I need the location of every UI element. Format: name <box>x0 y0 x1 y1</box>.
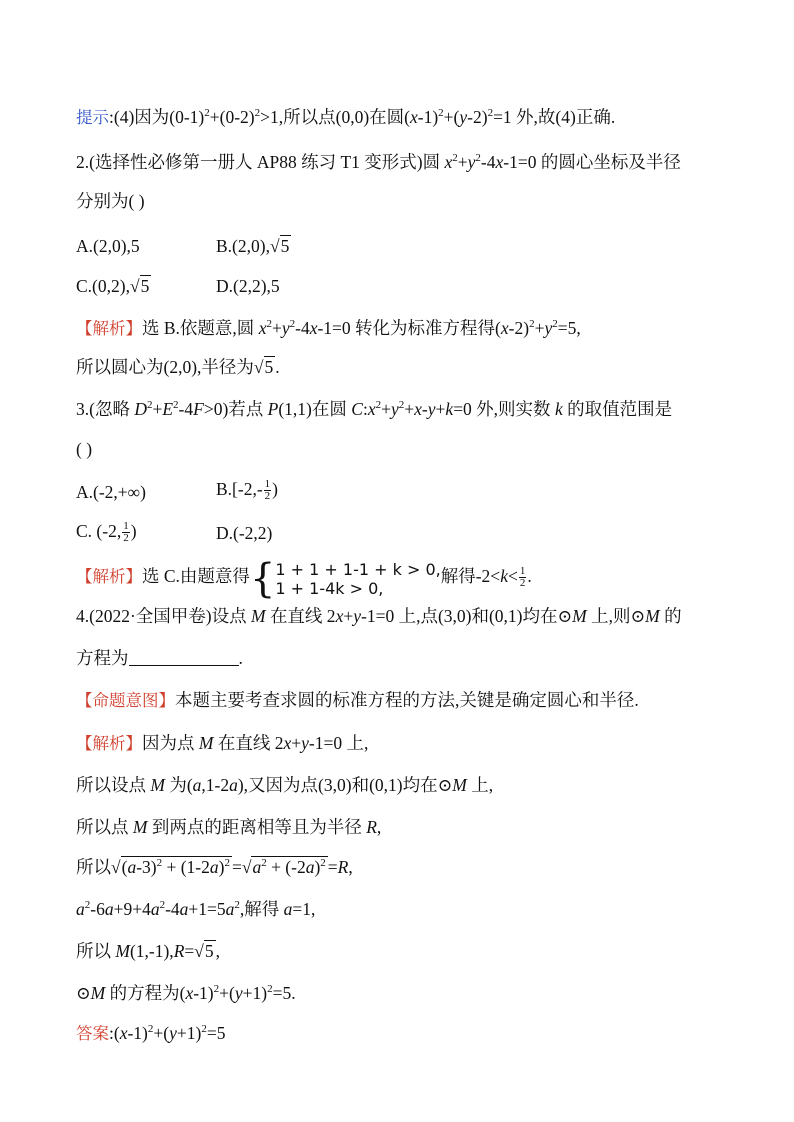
q2-option-a: A.(2,0),5 <box>76 236 140 256</box>
q2-stem-line2: 分别为( ) <box>76 191 145 211</box>
q2-analysis-line1: 【解析】选 B.依题意,圆 $x^2+y^2-4x-1=0$ 转化为标准方程得$(x-2)^2+y^2=5$, <box>76 318 581 338</box>
q4-analysis-label: 【解析】 <box>76 734 142 753</box>
q4-stem-line2: 方程为 . <box>76 648 243 668</box>
q4-analysis-line2: 所以设点 M 为(a,1-2a),又因为点(3,0)和(0,1)均在⊙M 上, <box>76 775 494 795</box>
q3-analysis-label: 【解析】 <box>76 567 142 586</box>
q3-stem-line2: ( ) <box>76 439 93 459</box>
q2-analysis-label: 【解析】 <box>76 319 142 338</box>
q3-equation-system <box>249 555 441 602</box>
q4-analysis-line5: $a^2-6a+9+4a^2-4a+1=5a^2$,解得 a=1, <box>76 899 316 919</box>
q4-analysis-line6: 所以 M(1,-1),R=√5 , <box>76 941 220 961</box>
q2-option-c: C.(0,2),√5 <box>76 276 150 296</box>
q4-analysis-line3: 所以点 M 到两点的距离相等且为半径 R, <box>76 817 382 837</box>
q3-analysis-prefix: 选 C.由题意得 <box>142 566 250 586</box>
q4-intent-label: 【命题意图】 <box>76 691 175 710</box>
q4-analysis-line4: 所以$√(a-3)^2 + (1-2a)^2 =√a^2 + (-2a)^2 =R$, <box>76 857 353 877</box>
q4-analysis-line1: 【解析】因为点 M 在直线 2x+y-1=0 上, <box>76 733 369 753</box>
q2-analysis-line2: 所以圆心为(2,0),半径为√5 . <box>76 357 280 377</box>
q2-option-d: D.(2,2),5 <box>216 276 280 296</box>
hint-line <box>76 106 615 129</box>
q2-option-b: B.(2,0),√5 <box>216 236 290 256</box>
q4-answer-label: 答案 <box>76 1024 109 1043</box>
q4-intent-text: 本题主要考查求圆的标准方程的方法,关键是确定圆心和半径. <box>175 690 639 710</box>
q3-option-b: B.[-2,- $\frac{1}{2}$ ) <box>216 478 278 503</box>
hint-label: 提示 <box>76 108 109 127</box>
q4-intent-line <box>76 689 639 712</box>
q2-stem-line1: 2.(选择性必修第一册人 AP88 练习 T1 变形式)圆 $x^2+y^2-4x-1=0$ 的圆心坐标及半径 <box>76 152 681 172</box>
q3-option-a: A.(-2,+∞) <box>76 482 146 502</box>
q3-system-row1: 1 + 1 + 1-1 + k > 0, <box>275 559 441 579</box>
q3-system-row2: 1 + 1-4k > 0, <box>275 578 384 598</box>
answer-blank <box>129 649 239 666</box>
q4-answer-text: $:(x-1)^2+(y+1)^2=5$ <box>109 1023 226 1043</box>
q4-analysis-line7: ⊙M 的方程为$(x-1)^2+(y+1)^2=5$. <box>76 983 296 1003</box>
q3-stem-line1: 3.(忽略 $D^2+E^2-4F>0$)若点 P(1,1)在圆 $C:x^2+y^2+x-y+k=0$ 外,则实数 k 的取值范围是 <box>76 399 673 419</box>
q4-answer-line <box>76 1022 225 1045</box>
hint-text: :(4)因为$(0-1)^2+(0-2)^2>1$,所以点(0,0)在圆$(x-1)^2+(y-2)^2=1$ 外,故(4)正确. <box>109 107 616 127</box>
left-brace-icon: { <box>249 555 276 602</box>
q3-option-c: C. (-2, $\frac{1}{2}$ ) <box>76 520 137 545</box>
q3-analysis-line: 【解析】选 C.由题意得{ 1 + 1 + 1-1 + k > 0, 1 + 1-4k > 0, 解得-2<k< $\frac{1}{2}$ . <box>76 555 532 602</box>
q3-option-d: D.(-2,2) <box>216 523 273 543</box>
q4-stem-line1: 4.(2022·全国甲卷)设点 M 在直线 2x+y-1=0 上,点(3,0)和(0,1)均在⊙M 上,则⊙M 的 <box>76 606 682 626</box>
